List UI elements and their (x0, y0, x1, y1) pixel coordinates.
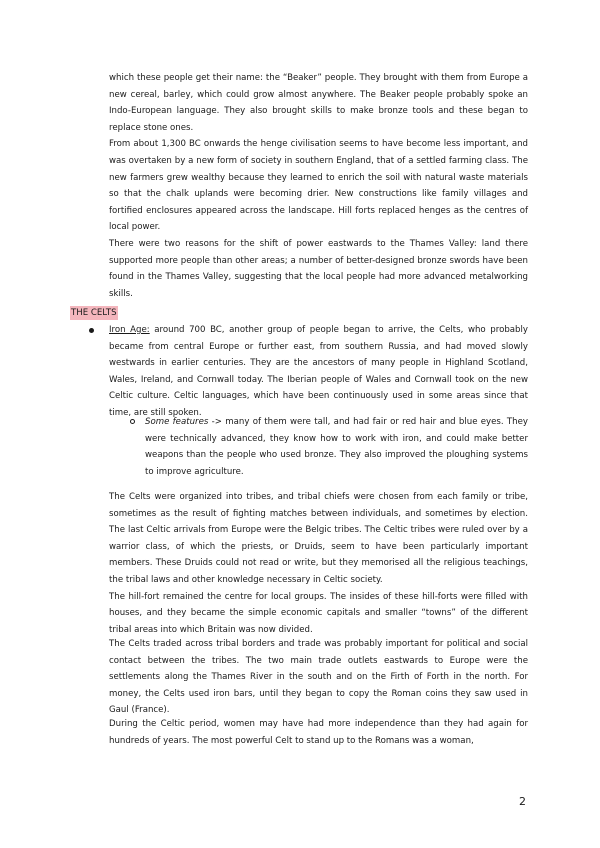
paragraph-farming-class: From about 1,300 BC onwards the henge civilisation seems to have become less important, and was overtaken by a new form of society in southern England, that of a settled farming class. The new farmers grew wealthy because they learned to enrich the soil with natural waste materials so that the chalk uplands were becoming drier. New constructions like family villages and fortified enclosures appeared across the landscape. Hill forts replaced henges as the centres of local power. (109, 139, 528, 233)
paragraph-thames-valley: There were two reasons for the shift of power eastwards to the Thames Valley: land there supported more people than other areas; a number of better-designed bronze swords have been found in the Thames Valley, suggesting that the local people had more advanced metalworking skills. (109, 238, 528, 299)
sub-bullet-label: Some features (145, 417, 209, 427)
paragraph-trade: The Celts traded across tribal borders and trade was probably important for political and social contact between the tribes. The two main trade outlets eastwards to Europe were the settlements along the Thames River in the south and on the Firth of Forth in the north. For money, the Celts used iron bars, until they began to copy the Roman coins they saw used in Gaul (France). (109, 639, 528, 716)
page-number: 2 (519, 795, 526, 808)
section-heading-celts: THE CELTS (71, 308, 117, 318)
hollow-bullet-icon (130, 419, 135, 424)
paragraph-women: During the Celtic period, women may have had more independence than they had again for hundreds of years. The most powerful Celt to stand up to the Romans was a woman, (109, 719, 528, 746)
tribes-text-block (109, 489, 528, 638)
sub-bullet-body: -> many of them were tall, and had fair or red hair and blue eyes. They were technically advanced, they know how to work with iron, and could make better weapons than the people who used bronze. They also improved the ploughing systems to improve agriculture. (145, 417, 528, 477)
sub-bullet-text (145, 414, 528, 480)
paragraph-tribes: The Celts were organized into tribes, and tribal chiefs were chosen from each family or tribe, sometimes as the result of fighting matches between individuals, and sometimes by election. The last Celtic arrivals from Europe were the Belgic tribes. The Celtic tribes were ruled over by a warrior class, of which the priests, or Druids, seem to have been particularly important members. These Druids could not read or write, but they memorised all the religious teachings, the tribal laws and other knowledge necessary in Celtic society. (109, 492, 528, 585)
bullet-text (109, 322, 528, 422)
bullet-body: around 700 BC, another group of people began to arrive, the Celts, who probably became from central Europe or further east, from southern Russia, and had moved slowly westwards in earlier centuries. They are the ancestors of many people in Highland Scotland, Wales, Ireland, and Cornwall today. The Iberian people of Wales and Cornwall took on the new Celtic culture. Celtic languages, which have been continuously used in some areas since that time, are still spoken. (109, 325, 528, 418)
bullet-label: Iron Age: (109, 325, 150, 335)
intro-text-block (109, 70, 528, 302)
paragraph-beaker-people: which these people get their name: the “Beaker” people. They brought with them from Europe a new cereal, barley, which could grow almost anywhere. The Beaker people probably spoke an Indo-European language. They also brought skills to make bronze tools and these began to replace stone ones. (109, 73, 528, 133)
bullet-dot-icon (89, 328, 94, 333)
paragraph-hill-fort: The hill-fort remained the centre for local groups. The insides of these hill-forts were filled with houses, and they became the simple economic capitals and smaller “towns” of the different tribal areas into which Britain was now divided. (109, 591, 528, 635)
women-text-block (109, 716, 528, 749)
trade-text-block (109, 636, 528, 719)
